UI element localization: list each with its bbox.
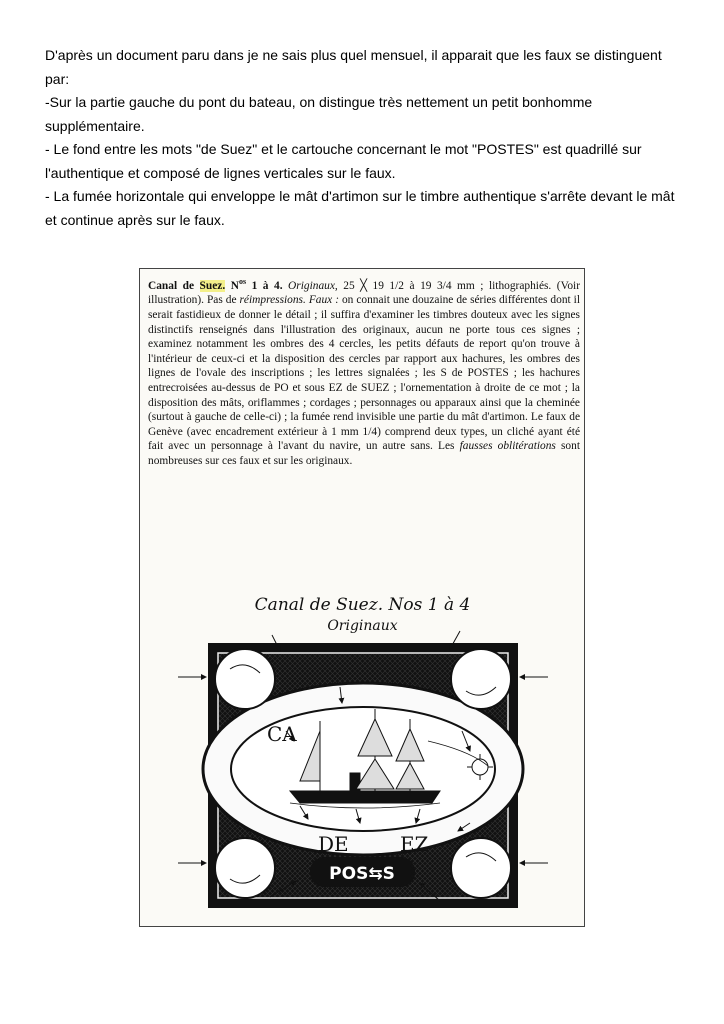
catalog-article [148, 275, 580, 469]
article-fausses: fausses oblitérations [459, 440, 556, 453]
intro-line-3: - Le fond entre les mots "de Suez" et le cartouche concernant le mot "POSTES" est quadrillé sur l'authentique et composé de lignes verticales sur le faux. [45, 141, 642, 181]
stamp-figure [170, 591, 555, 923]
article-title-sup: os [238, 277, 247, 286]
scanned-document [139, 268, 585, 927]
article-reimpressions: réimpressions. [239, 294, 306, 307]
article-dims: 25 ╳ 19 1/2 à 19 3/4 mm ; lithographiés. (Voir illustration). Pas de [148, 279, 580, 307]
article-end: sont nombreuses sur ces faux et sur les originaux. [148, 440, 580, 467]
intro-text [45, 44, 685, 232]
intro-line-4: - La fumée horizontale qui enveloppe le mât d'artimon sur le timbre authentique s'arrête devant le mât et continue après sur le faux. [45, 188, 675, 228]
stamp-text-ez: EZ [400, 832, 429, 856]
corner-circle-top-right [451, 649, 511, 709]
intro-line-1: D'après un document paru dans je ne sais plus quel mensuel, il apparait que les faux se distinguent par: [45, 47, 662, 87]
corner-circle-bottom-left [215, 838, 275, 898]
stamp-text-ca: CA [267, 722, 297, 746]
stamp-text-postes: POS⇆S [329, 864, 395, 884]
corner-circle-bottom-right [451, 838, 511, 898]
intro-line-2: -Sur la partie gauche du pont du bateau, on distingue très nettement un petit bonhomme supplémentaire. [45, 94, 593, 134]
article-title-a: Canal de [148, 279, 200, 292]
figure-caption-2: Originaux [327, 618, 398, 634]
article-body: on connait une douzaine de séries différentes dont il serait fastidieux de donner le détail ; il suffira d'examiner les timbres douteux avec les signes distinctifs renseignés dans l'illustration des originaux, aucun ne porte tous ces signes ; examinez notamment les ombres des 4 cercles, les petits défauts de report qu'on trouve à l'intérieur de ceux-ci et la disposition des cercles par rapport aux hachures, les ombres des lignes de l'ovale des inscriptions ; les lettres signalées ; les S de POSTES ; les hachures entrecroisées au-dessus de PO et sous EZ de SUEZ ; l'ornementation à droite de ce mot ; la disposition des mâts, oriflammes ; cordages ; personnages ou apparaux ainsi que la cheminée (surtout à gauche de celle-ci) ; la fumée rend invisible une partie du mât d'artimon. Le faux de Genève (avec encadrement extérieur à 1 mm 1/4) comprend deux types, un cliché ayant été fait avec un personnage à l'avant du navire, un autre sans. Les [148, 294, 580, 453]
article-paragraph [148, 275, 580, 469]
article-title-c: 1 à 4. [246, 279, 283, 292]
article-originaux: Originaux, [282, 279, 338, 292]
corner-circle-top-left [215, 649, 275, 709]
article-title-highlight: Suez. [199, 279, 226, 292]
stamp-text-de: DE [318, 832, 349, 856]
article-title-b: N [225, 279, 239, 292]
figure-caption-1: Canal de Suez. Nos 1 à 4 [254, 595, 471, 615]
article-faux: Faux : [305, 294, 339, 307]
stamp-drawing [170, 591, 555, 923]
